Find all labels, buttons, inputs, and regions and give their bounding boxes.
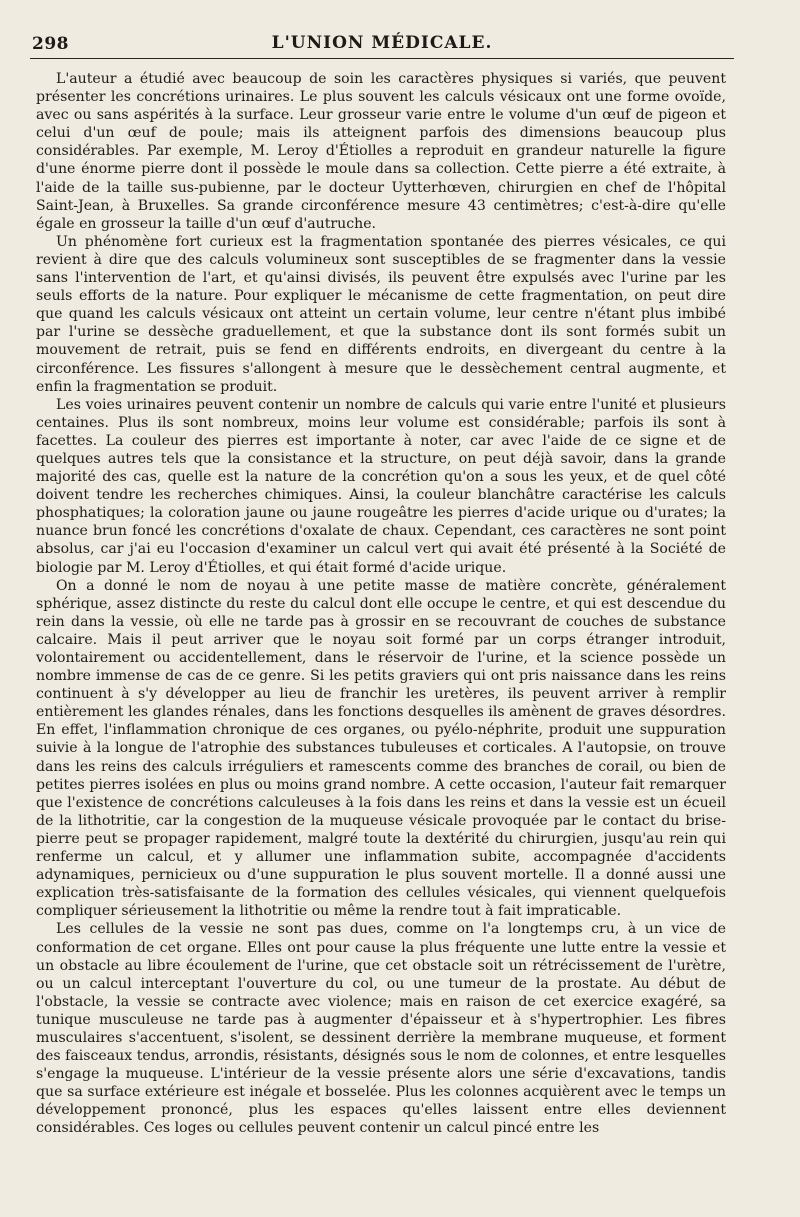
paragraph-voies-urinaires: Les voies urinaires peuvent contenir un nombre de calculs qui varie entre l'unité et plusieurs centaines. Plus ils sont nombreux, moins leur volume est considérable; parfois ils sont à facettes. La couleur des pierres est importante à noter, car avec l'aide de ce signe et de quelques autres tels que la consistance et la structure, on peut déjà savoir, dans la grande majorité des cas, quelle est la nature de la concrétion qu'on a sous les yeux, et de quel côté doivent tendre les recherches chimiques. Ainsi, la couleur blanchâtre caractérise les calculs phosphatiques; la coloration jaune ou jaune rougeâtre les pierres d'acide urique ou d'urates; la nuance brun foncé les concrétions d'oxalate de chaux. Cependant, ces caractères ne sont point absolus, car j'ai eu l'occasion d'examiner un calcul vert qui avait été présenté à la Société de biologie par M. Leroy d'Étiolles, et qui était formé d'acide urique. bbox=[36, 396, 726, 576]
page-number: 298 bbox=[32, 34, 69, 54]
paragraph-cellules-vessie: Les cellules de la vessie ne sont pas dues, comme on l'a longtemps cru, à un vice de conformation de cet organe. Elles ont pour cause la plus fréquente une lutte entre la vessie et un obstacle au libre écoulement de l'urine, que cet obstacle soit un rétrécissement de l'urètre, ou un calcul interceptant l'ouverture du col, ou une tumeur de la prostate. Au début de l'obstacle, la vessie se contracte avec violence; mais en raison de cet exercice exagéré, sa tunique musculeuse ne tarde pas à augmenter d'épaisseur et à s'hypertrophier. Les fibres musculaires s'accentuent, s'isolent, se dessinent derrière la membrane muqueuse, et forment des faisceaux tendus, arrondis, résistants, désignés sous le nom de colonnes, et entre lesquelles s'engage la muqueuse. L'intérieur de la vessie présente alors une série d'excavations, tandis que sa surface extérieure est inégale et bosselée. Plus les colonnes acquièrent avec le temps un développement prononcé, plus les espaces qu'elles laissent entre elles deviennent considérables. Ces loges ou cellules peuvent contenir un calcul pincé entre les bbox=[36, 921, 726, 1137]
page-header bbox=[30, 28, 734, 59]
paragraph-fragmentation: Un phénomène fort curieux est la fragmentation spontanée des pierres vésicales, ce qui revient à dire que des calculs volumineux sont susceptibles de se fragmenter dans la vessie sans l'intervention de l'art, et qu'ainsi divisés, ils peuvent être expulsés avec l'urine par les seuls efforts de la nature. Pour expliquer le mécanisme de cette fragmentation, on peut dire que quand les calculs vésicaux ont atteint un certain volume, leur centre n'étant plus imbibé par l'urine se dessèche graduellement, et que la substance dont ils sont formés subit un mouvement de retrait, puis se fend en différents endroits, en divergeant du centre à la circonférence. Les fissures s'allongent à mesure que le dessèchement central augmente, et enfin la fragmentation se produit. bbox=[36, 233, 726, 395]
body-text bbox=[36, 70, 726, 1138]
paragraph-calculs-caracteres: L'auteur a étudié avec beaucoup de soin les caractères physiques si variés, que peuvent présenter les concrétions urinaires. Le plus souvent les calculs vésicaux ont une forme ovoïde, avec ou sans aspérités à la surface. Leur grosseur varie entre le volume d'un œuf de pigeon et celui d'un œuf de poule; mais ils atteignent parfois des dimensions beaucoup plus considérables. Par exemple, M. Leroy d'Étiolles a reproduit en grandeur naturelle la figure d'une énorme pierre dont il possède le moule dans sa collection. Cette pierre a été extraite, à l'aide de la taille sus-pubienne, par le docteur Uytterhœven, chirurgien en chef de l'hôpital Saint-Jean, à Bruxelles. Sa grande circonférence mesure 43 centimètres; c'est-à-dire qu'elle égale en grosseur la taille d'un œuf d'autruche. bbox=[36, 71, 726, 232]
paragraph-noyau: On a donné le nom de noyau à une petite masse de matière concrète, généralement sphérique, assez distincte du reste du calcul dont elle occupe le centre, et qui est descendue du rein dans la vessie, où elle ne tarde pas à grossir en se recouvrant de couches de substance calcaire. Mais il peut arriver que le noyau soit formé par un corps étranger introduit, volontairement ou accidentellement, dans le réservoir de l'urine, et la science possède un nombre immense de cas de ce genre. Si les petits graviers qui ont pris naissance dans les reins continuent à s'y développer au lieu de franchir les uretères, ils peuvent arriver à remplir entièrement les glandes rénales, dans les fonctions desquelles ils amènent de graves désordres. En effet, l'inflammation chronique de ces organes, ou pyélo-néphrite, produit une suppuration suivie à la longue de l'atrophie des substances tubuleuses et corticales. A l'autopsie, on trouve dans les reins des calculs irréguliers et ramescents comme des branches de corail, ou bien de petites pierres isolées en plus ou moins grand nombre. A cette occasion, l'auteur fait remarquer que l'existence de concrétions calculeuses à la fois dans les reins et dans la vessie est un écueil de la lithotritie, car la congestion de la muqueuse vésicale provoquée par le contact du brise-pierre peut se propager rapidement, malgré toute la dextérité du chirurgien, jusqu'au rein qui renferme un calcul, et y allumer une inflammation subite, accompagnée d'accidents adynamiques, pernicieux ou d'une suppuration le plus souvent mortelle. Il a donné aussi une explication très-satisfaisante de la formation des cellules vésicales, qui viennent quelquefois compliquer sérieusement la lithotritie ou même la rendre tout à fait impraticable. bbox=[36, 577, 726, 920]
running-title: L'UNION MÉDICALE. bbox=[271, 33, 493, 53]
